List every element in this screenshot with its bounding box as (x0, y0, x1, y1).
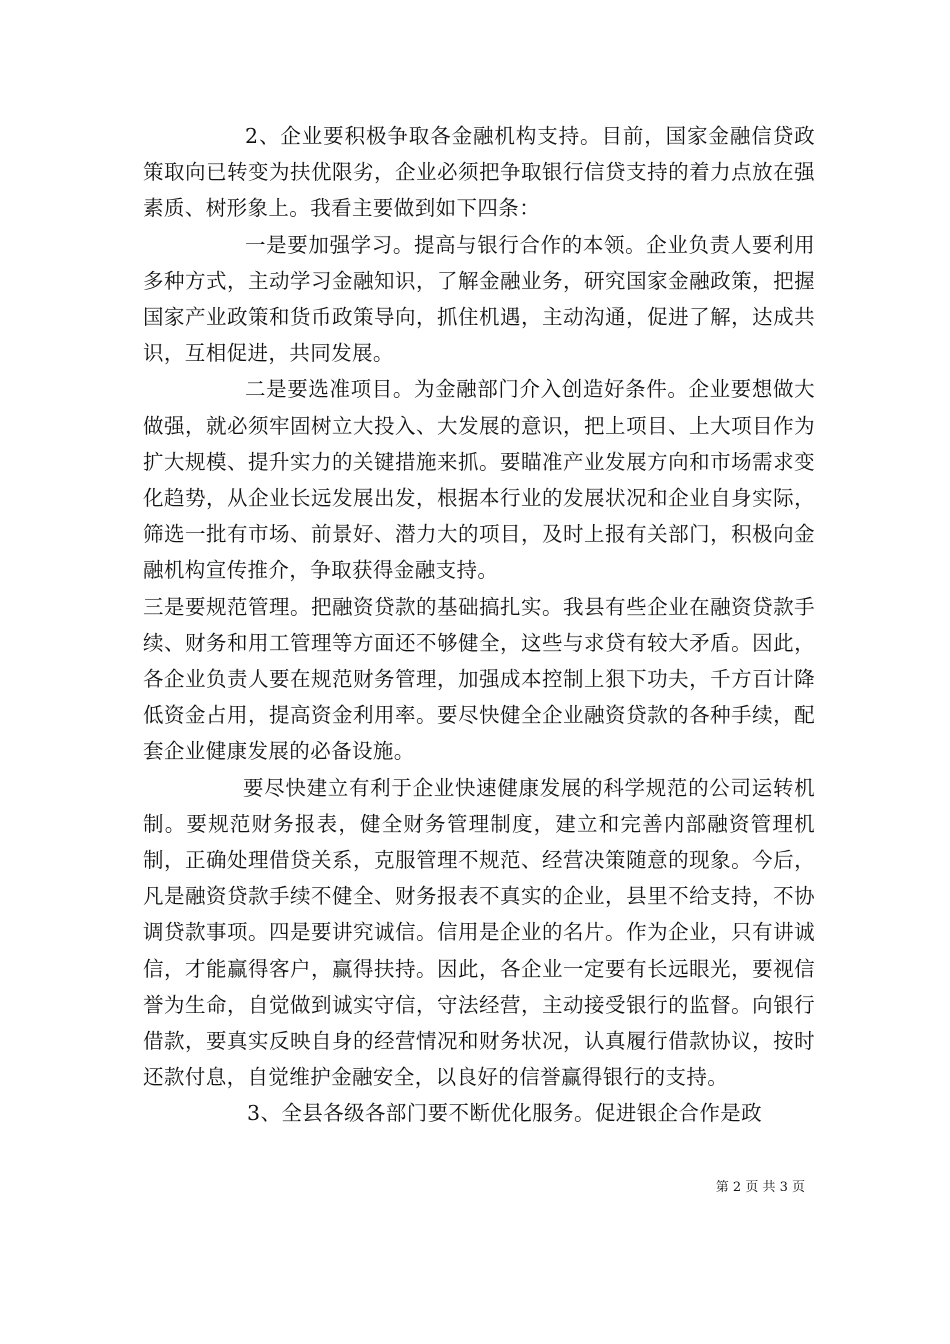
paragraph-enterprise-finance-support: 2、企业要积极争取各金融机构支持。目前，国家金融信贷政策取向已转变为扶优限劣，企业必须把争取银行信贷支持的着力点放在强素质、树形象上。我看主要做到如下四条： (143, 124, 815, 221)
paragraph-select-projects: 二是要选准项目。为金融部门介入创造好条件。企业要想做大做强，就必须牢固树立大投入、大发展的意识，把上项目、上大项目作为扩大规模、提升实力的关键措施来抓。要瞄准产业发展方向和市场需求变化趋势，从企业长远发展出发，根据本行业的发展状况和企业自身实际，筛选一批有市场、前景好、潜力大的项目，及时上报有关部门，积极向金融机构宣传推介，争取获得金融支持。 (143, 377, 815, 583)
paragraph-standardize-management: 三是要规范管理。把融资贷款的基础搞扎实。我县有些企业在融资贷款手续、财务和用工管理等方面还不够健全，这些与求贷有较大矛盾。因此，各企业负责人要在规范财务管理，加强成本控制上狠下功夫，千方百计降低资金占用，提高资金利用率。要尽快健全企业融资贷款的各种手续，配套企业健康发展的必备设施。 (143, 594, 815, 764)
paragraph-strengthen-learning: 一是要加强学习。提高与银行合作的本领。企业负责人要利用多种方式，主动学习金融知识，了解金融业务，研究国家金融政策，把握国家产业政策和货币政策导向，抓住机遇，主动沟通，促进了解，达成共识，互相促进，共同发展。 (143, 232, 815, 366)
paragraph-optimize-service: 3、全县各级各部门要不断优化服务。促进银企合作是政 (247, 1101, 763, 1126)
page-number-footer: 第 2 页 共 3 页 (715, 1180, 805, 1195)
paragraph-operating-mechanism: 要尽快建立有利于企业快速健康发展的科学规范的公司运转机制。要规范财务报表，健全财务管理制度，建立和完善内部融资管理机制，正确处理借贷关系，克服管理不规范、经营决策随意的现象。今后，凡是融资贷款手续不健全、财务报表不真实的企业，县里不给支持，不协调贷款事项。四是要讲究诚信。信用是企业的名片。作为企业，只有讲诚信，才能赢得客户，赢得扶持。因此，各企业一定要有长远眼光，要视信誉为生命，自觉做到诚实守信，守法经营，主动接受银行的监督。向银行借款，要真实反映自身的经营情况和财务状况，认真履行借款协议，按时还款付息，自觉维护金融安全，以良好的信誉赢得银行的支持。 (143, 775, 815, 1090)
document-body (143, 118, 815, 1132)
